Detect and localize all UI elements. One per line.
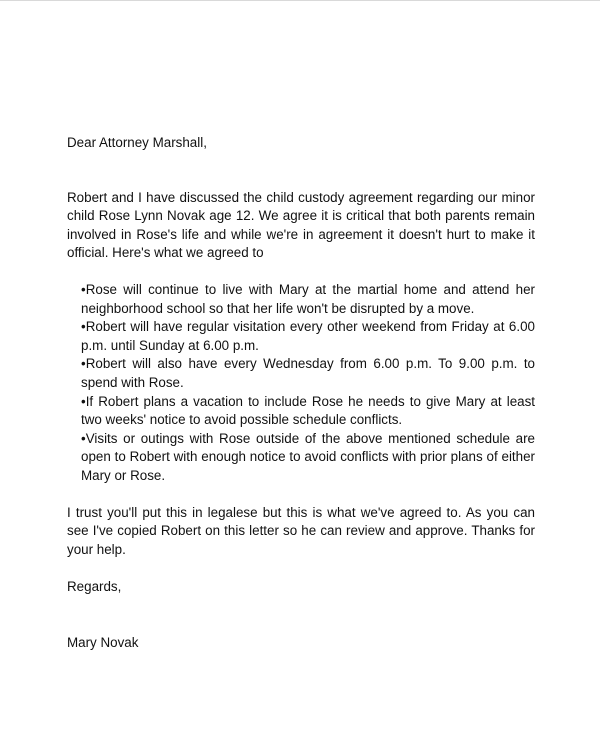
list-item	[81, 393, 535, 430]
list-item-text: Robert will also have every Wednesday from 6.00 p.m. To 9.00 p.m. to spend with Rose.	[81, 356, 535, 390]
list-item	[81, 355, 535, 392]
list-item	[81, 318, 535, 355]
agreement-list	[67, 281, 535, 486]
salutation: Dear Attorney Marshall,	[67, 135, 207, 150]
letter-body	[67, 134, 535, 652]
intro-paragraph: Robert and I have discussed the child custody agreement regarding our minor child Rose Lynn Novak age 12. We agree it is critical that both parents remain involved in Rose's life and while we're in agreement it doesn't hurt to make it official. Here's what we agreed to	[67, 189, 535, 261]
bullet-icon: •	[81, 393, 86, 409]
list-item-text: If Robert plans a vacation to include Rose he needs to give Mary at least two weeks' notice to avoid possible schedule conflicts.	[81, 393, 535, 428]
bullet-icon: •	[81, 356, 86, 372]
closing-paragraph: I trust you'll put this in legalese but this is what we've agreed to. As you can see I've copied Robert on this letter so he can review and approve. Thanks for your help.	[67, 504, 535, 557]
list-item	[81, 430, 535, 486]
list-item	[81, 281, 535, 318]
top-divider	[0, 0, 600, 1]
signature-name: Mary Novak	[67, 634, 139, 650]
valediction: Regards,	[67, 579, 122, 595]
bullet-icon: •	[81, 281, 86, 297]
list-item-text: Rose will continue to live with Mary at the martial home and attend her neighborhood school so that her life won't be disrupted by a move.	[81, 281, 535, 316]
list-item-text: Robert will have regular visitation every other weekend from Friday at 6.00 p.m. until Sunday at 6.00 p.m.	[81, 319, 535, 353]
list-item-text: Visits or outings with Rose outside of the above mentioned schedule are open to Robert with enough notice to avoid conflicts with prior plans of either Mary or Rose.	[81, 430, 535, 483]
bullet-icon: •	[81, 430, 86, 446]
bullet-icon: •	[81, 319, 86, 335]
